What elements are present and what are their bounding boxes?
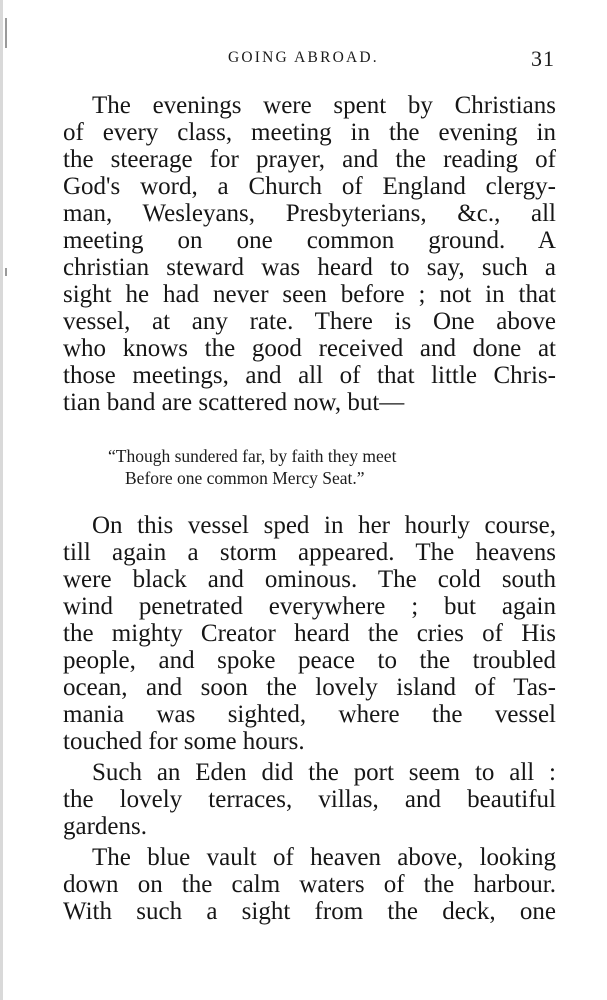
running-head [0, 46, 607, 71]
text-line: sight he had never seen before ; not in that [63, 281, 556, 308]
text-line: the steerage for prayer, and the reading of [63, 146, 556, 173]
text-line: the mighty Creator heard the cries of His [63, 620, 556, 647]
text-line: vessel, at any rate. There is One above [63, 308, 556, 335]
running-title: GOING ABROAD. [228, 49, 379, 66]
text-line: the lovely terraces, villas, and beautiful [63, 786, 556, 813]
text-line: The evenings were spent by Christians [92, 92, 556, 119]
text-line: The blue vault of heaven above, looking [92, 844, 556, 871]
text-line: gardens. [63, 813, 147, 840]
text-line: On this vessel sped in her hourly course, [92, 512, 556, 539]
text-line: down on the calm waters of the harbour. [63, 871, 556, 898]
page-edge-mark [5, 18, 7, 48]
text-line: man, Wesleyans, Presbyterians, &c., all [63, 200, 556, 227]
text-line: Such an Eden did the port seem to all : [92, 759, 556, 786]
text-line: christian steward was heard to say, such a [63, 254, 556, 281]
text-line: ocean, and soon the lovely island of Tas- [63, 674, 556, 701]
text-line: people, and spoke peace to the troubled [63, 647, 556, 674]
text-line: were black and ominous. The cold south [63, 566, 556, 593]
verse-line: Before one common Mercy Seat.” [125, 468, 365, 488]
text-line: With such a sight from the deck, one [63, 898, 556, 925]
text-line: mania was sighted, where the vessel [63, 701, 556, 728]
text-line: till again a storm appeared. The heavens [63, 539, 556, 566]
page-edge-shadow [0, 0, 3, 1000]
text-line: who knows the good received and done at [63, 335, 556, 362]
text-line: meeting on one common ground. A [63, 227, 556, 254]
text-line: touched for some hours. [63, 728, 305, 755]
text-line: God's word, a Church of England clergy- [63, 173, 556, 200]
verse-line: “Though sundered far, by faith they meet [108, 446, 397, 466]
text-line: of every class, meeting in the evening in [63, 119, 556, 146]
text-line: tian band are scattered now, but— [63, 389, 405, 416]
page-edge-mark [5, 268, 7, 276]
text-line: those meetings, and all of that little Chris- [63, 362, 556, 389]
page-number: 31 [531, 46, 555, 71]
text-line: wind penetrated everywhere ; but again [63, 593, 556, 620]
